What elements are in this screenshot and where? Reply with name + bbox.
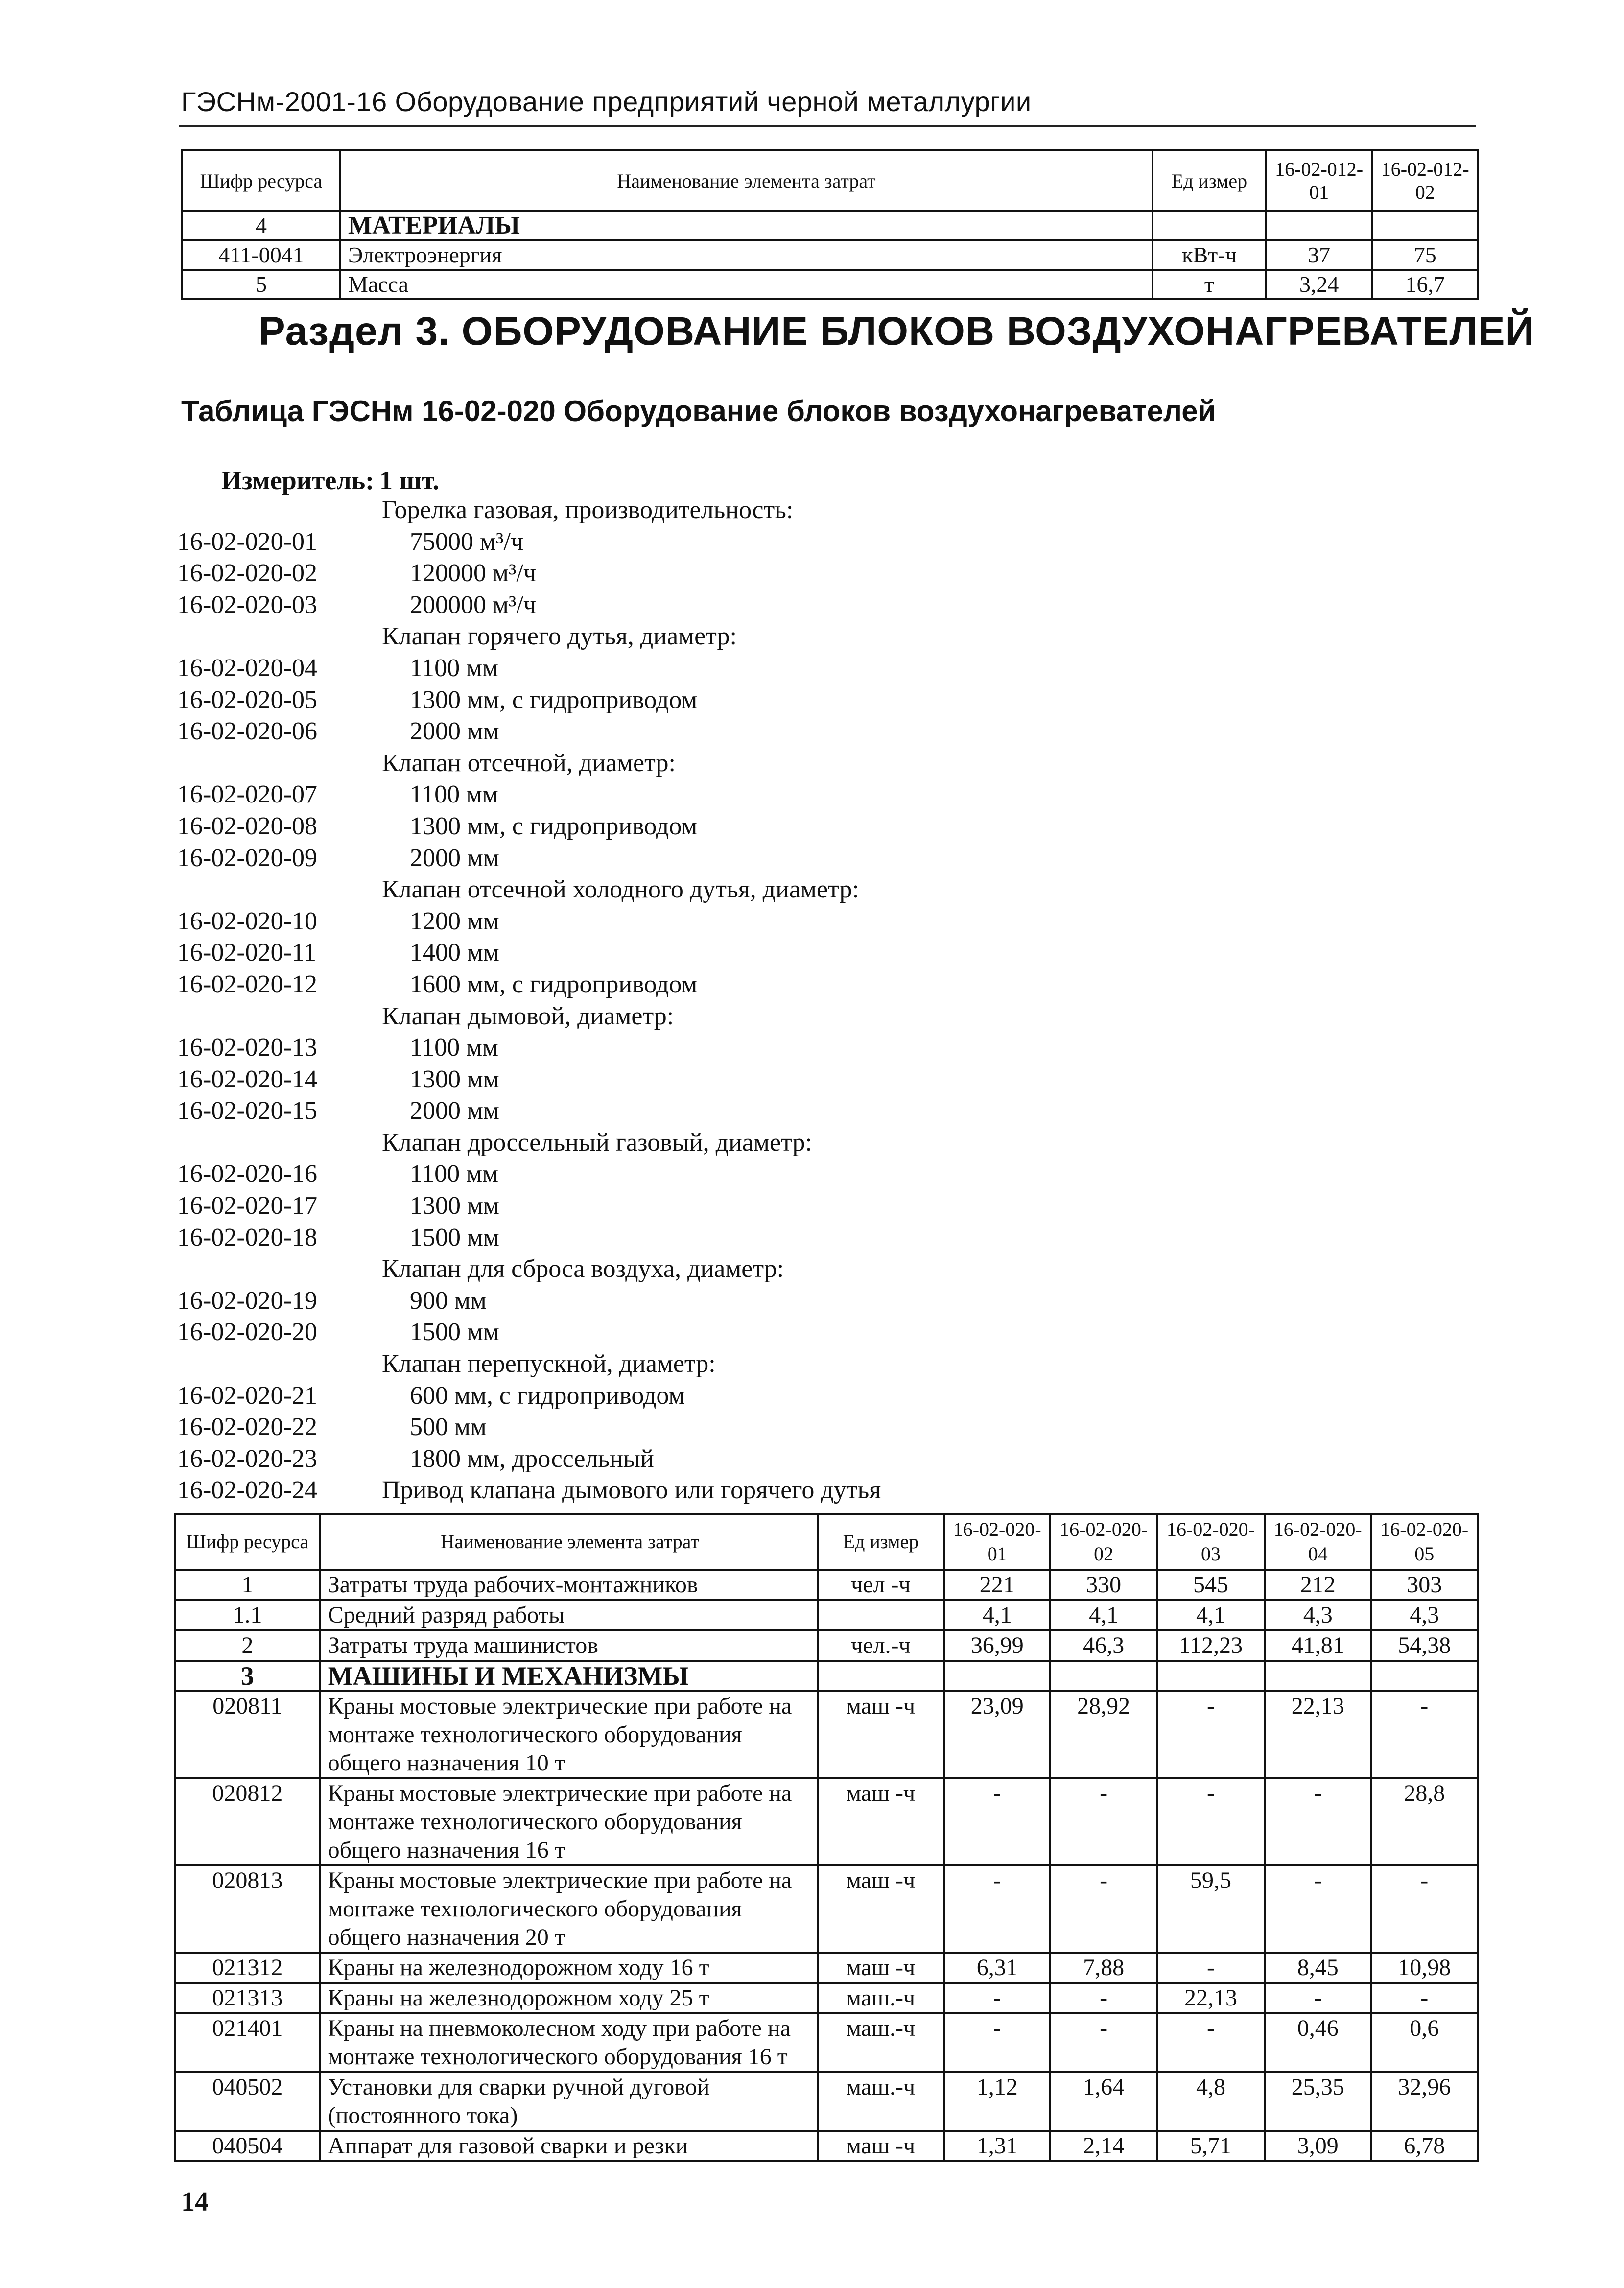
- table-row: [175, 1661, 1478, 1691]
- value-cell: -: [1050, 2013, 1156, 2072]
- value-cell: 37: [1266, 240, 1372, 270]
- resource-code: 2: [175, 1630, 320, 1661]
- value-cell: [1372, 211, 1478, 240]
- spec-code: 16-02-020-08: [177, 812, 317, 840]
- spec-description: 600 мм, с гидроприводом: [410, 1381, 685, 1410]
- value-cell: [944, 1661, 1050, 1691]
- spec-code: 16-02-020-21: [177, 1381, 317, 1410]
- spec-code: 16-02-020-05: [177, 685, 317, 714]
- table-row: [182, 240, 1478, 270]
- unit-cell: маш -ч: [818, 2131, 944, 2161]
- table-row: [175, 1691, 1478, 1778]
- spec-item-row: [177, 1412, 1352, 1443]
- spec-item-row: [177, 1158, 1352, 1190]
- column-header: 16-02-020-02: [1050, 1514, 1156, 1570]
- table-row: [175, 1630, 1478, 1661]
- spec-code: 16-02-020-23: [177, 1444, 317, 1473]
- value-cell: 36,99: [944, 1630, 1050, 1661]
- table-row: [175, 1778, 1478, 1865]
- spec-item-row: [177, 1317, 1352, 1348]
- value-cell: -: [944, 1778, 1050, 1865]
- spec-item-row: [177, 937, 1352, 969]
- value-cell: 25,35: [1265, 2072, 1371, 2131]
- spec-item-row: [177, 1443, 1352, 1475]
- spec-group-title: Клапан дроссельный газовый, диаметр:: [382, 1128, 812, 1156]
- spec-description: 1300 мм: [410, 1192, 499, 1220]
- spec-description: 75000 м³/ч: [410, 527, 524, 556]
- spec-description: 1300 мм: [410, 1065, 499, 1093]
- value-cell: 46,3: [1050, 1630, 1156, 1661]
- column-header: Наименование элемента затрат: [320, 1514, 818, 1570]
- header-divider: [179, 125, 1476, 127]
- spec-description: 1100 мм: [410, 780, 498, 809]
- spec-code: 16-02-020-07: [177, 780, 317, 809]
- value-cell: 4,3: [1371, 1600, 1478, 1630]
- value-cell: 16,7: [1372, 270, 1478, 299]
- value-cell: 23,09: [944, 1691, 1050, 1778]
- resource-code: 020812: [175, 1778, 320, 1865]
- value-cell: [1265, 1661, 1371, 1691]
- spec-description: 120000 м³/ч: [410, 559, 537, 588]
- value-cell: 3,24: [1266, 270, 1372, 299]
- value-cell: 4,3: [1265, 1600, 1371, 1630]
- column-header: 16-02-012-02: [1372, 150, 1478, 211]
- value-cell: 7,88: [1050, 1953, 1156, 1983]
- unit-cell: чел -ч: [818, 1570, 944, 1600]
- spec-description: 500 мм: [410, 1413, 487, 1441]
- value-cell: 41,81: [1265, 1630, 1371, 1661]
- spec-item-row: [177, 716, 1352, 748]
- value-cell: -: [1265, 1778, 1371, 1865]
- spec-code: 16-02-020-06: [177, 717, 317, 746]
- spec-item-row: [177, 811, 1352, 843]
- spec-description: 900 мм: [410, 1286, 487, 1315]
- spec-item-row: [177, 1222, 1352, 1254]
- value-cell: 6,78: [1371, 2131, 1478, 2161]
- value-cell: -: [1157, 2013, 1265, 2072]
- resource-code: 020813: [175, 1865, 320, 1953]
- unit-cell: кВт-ч: [1153, 240, 1266, 270]
- resource-code: 021401: [175, 2013, 320, 2072]
- spec-description: 2000 мм: [410, 1097, 499, 1125]
- spec-group-row: [177, 874, 1352, 906]
- value-cell: -: [1157, 1778, 1265, 1865]
- spec-description: 1500 мм: [410, 1318, 499, 1346]
- value-cell: 112,23: [1157, 1630, 1265, 1661]
- cost-item-name: Масса: [340, 270, 1153, 299]
- cost-item-name: Краны на железнодорожном ходу 16 т: [320, 1953, 818, 1983]
- spec-code: 16-02-020-13: [177, 1034, 317, 1062]
- cost-item-name: Аппарат для газовой сварки и резки: [320, 2131, 818, 2161]
- value-cell: 28,8: [1371, 1778, 1478, 1865]
- value-cell: 75: [1372, 240, 1478, 270]
- value-cell: 1,12: [944, 2072, 1050, 2131]
- spec-description: 1600 мм, с гидроприводом: [410, 970, 698, 998]
- value-cell: 22,13: [1157, 1983, 1265, 2013]
- value-cell: -: [1371, 1691, 1478, 1778]
- unit-cell: чел.-ч: [818, 1630, 944, 1661]
- spec-item-row: [177, 590, 1352, 621]
- cost-item-name: Краны мостовые электрические при работе на монтаже технологического оборудования общего назначения 10 т: [320, 1691, 818, 1778]
- spec-description: 1800 мм, дроссельный: [410, 1444, 654, 1473]
- spec-item-row: [177, 969, 1352, 1001]
- value-cell: 3,09: [1265, 2131, 1371, 2161]
- section-heading: Раздел 3. ОБОРУДОВАНИЕ БЛОКОВ ВОЗДУХОНАГРЕВАТЕЛЕЙ: [259, 309, 1535, 354]
- column-header: 16-02-020-03: [1157, 1514, 1265, 1570]
- unit-cell: [818, 1661, 944, 1691]
- resource-code: 1.1: [175, 1600, 320, 1630]
- spec-code: 16-02-020-12: [177, 970, 317, 998]
- spec-code: 16-02-020-10: [177, 907, 317, 935]
- column-header: Шифр ресурса: [182, 150, 340, 211]
- spec-group-row: [177, 621, 1352, 653]
- table-row: [175, 1983, 1478, 2013]
- value-cell: [1050, 1661, 1156, 1691]
- cost-item-name: Краны мостовые электрические при работе на монтаже технологического оборудования общего назначения 20 т: [320, 1865, 818, 1953]
- spec-description: 2000 мм: [410, 717, 499, 746]
- cost-item-name: МАШИНЫ И МЕХАНИЗМЫ: [320, 1661, 818, 1691]
- spec-description: 1100 мм: [410, 1160, 498, 1188]
- spec-description: 1500 мм: [410, 1223, 499, 1251]
- spec-code: 16-02-020-09: [177, 844, 317, 872]
- meter-label: Измеритель:: [221, 466, 375, 495]
- spec-group-title: Клапан горячего дутья, диаметр:: [382, 622, 737, 651]
- spec-item-row: [177, 1475, 1352, 1507]
- value-cell: 2,14: [1050, 2131, 1156, 2161]
- spec-description: 1400 мм: [410, 939, 499, 967]
- resource-code: 5: [182, 270, 340, 299]
- value-cell: 10,98: [1371, 1953, 1478, 1983]
- spec-code: 16-02-020-04: [177, 654, 317, 682]
- table-row: [175, 1865, 1478, 1953]
- value-cell: 212: [1265, 1570, 1371, 1600]
- value-cell: -: [1371, 1865, 1478, 1953]
- spec-code: 16-02-020-11: [177, 939, 317, 967]
- table-row: [175, 1600, 1478, 1630]
- value-cell: -: [944, 1865, 1050, 1953]
- spec-group-title: Привод клапана дымового или горячего дутья: [382, 1476, 881, 1505]
- value-cell: 32,96: [1371, 2072, 1478, 2131]
- spec-group-title: Клапан для сброса воздуха, диаметр:: [382, 1255, 784, 1283]
- resource-code: 020811: [175, 1691, 320, 1778]
- value-cell: 303: [1371, 1570, 1478, 1600]
- unit-cell: маш.-ч: [818, 1983, 944, 2013]
- unit-cell: маш.-ч: [818, 2013, 944, 2072]
- unit-cell: [818, 1600, 944, 1630]
- spec-item-row: [177, 558, 1352, 590]
- spec-item-row: [177, 1064, 1352, 1096]
- resource-code: 040504: [175, 2131, 320, 2161]
- value-cell: 0,6: [1371, 2013, 1478, 2072]
- value-cell: 221: [944, 1570, 1050, 1600]
- value-cell: 330: [1050, 1570, 1156, 1600]
- column-header: Ед измер: [1153, 150, 1266, 211]
- spec-item-row: [177, 906, 1352, 938]
- spec-group-row: [177, 1001, 1352, 1033]
- page-number: 14: [181, 2187, 209, 2217]
- value-cell: -: [1050, 1983, 1156, 2013]
- spec-code: 16-02-020-19: [177, 1286, 317, 1315]
- resource-code: 040502: [175, 2072, 320, 2131]
- table-row: [175, 2072, 1478, 2131]
- spec-group-title: Горелка газовая, производительность:: [382, 496, 794, 524]
- column-header: Наименование элемента затрат: [340, 150, 1153, 211]
- value-cell: 0,46: [1265, 2013, 1371, 2072]
- value-cell: 4,1: [1050, 1600, 1156, 1630]
- cost-item-name: Средний разряд работы: [320, 1600, 818, 1630]
- value-cell: -: [1265, 1983, 1371, 2013]
- spec-description: 1300 мм, с гидроприводом: [410, 685, 698, 714]
- value-cell: [1371, 1661, 1478, 1691]
- column-header: Шифр ресурса: [175, 1514, 320, 1570]
- spec-item-row: [177, 526, 1352, 558]
- spec-code: 16-02-020-03: [177, 590, 317, 619]
- column-header: Ед измер: [818, 1514, 944, 1570]
- resource-code: 021313: [175, 1983, 320, 2013]
- table-row: [175, 1953, 1478, 1983]
- value-cell: 54,38: [1371, 1630, 1478, 1661]
- cost-item-name: МАТЕРИАЛЫ: [340, 211, 1153, 240]
- spec-code: 16-02-020-22: [177, 1413, 317, 1441]
- spec-item-row: [177, 684, 1352, 716]
- column-header: 16-02-020-04: [1265, 1514, 1371, 1570]
- unit-cell: маш -ч: [818, 1953, 944, 1983]
- spec-item-row: [177, 1380, 1352, 1412]
- value-cell: -: [1157, 1691, 1265, 1778]
- spec-item-row: [177, 779, 1352, 811]
- spec-description: 1300 мм, с гидроприводом: [410, 812, 698, 840]
- cost-item-name: Краны на железнодорожном ходу 25 т: [320, 1983, 818, 2013]
- value-cell: 4,8: [1157, 2072, 1265, 2131]
- spec-item-row: [177, 1095, 1352, 1127]
- value-cell: 28,92: [1050, 1691, 1156, 1778]
- column-header: 16-02-020-01: [944, 1514, 1050, 1570]
- table-row: [182, 270, 1478, 299]
- value-cell: [1157, 1661, 1265, 1691]
- cost-item-name: Установки для сварки ручной дуговой (постоянного тока): [320, 2072, 818, 2131]
- spec-group-title: Клапан дымовой, диаметр:: [382, 1002, 674, 1030]
- value-cell: -: [1050, 1865, 1156, 1953]
- resources-table: [174, 1513, 1479, 2162]
- spec-item-row: [177, 1032, 1352, 1064]
- spec-description: 1100 мм: [410, 1034, 498, 1062]
- spec-code: 16-02-020-24: [177, 1476, 317, 1505]
- spec-group-title: Клапан отсечной холодного дутья, диаметр:: [382, 875, 859, 904]
- spec-list: [177, 495, 1352, 1507]
- value-cell: 22,13: [1265, 1691, 1371, 1778]
- spec-item-row: [177, 653, 1352, 684]
- value-cell: 5,71: [1157, 2131, 1265, 2161]
- value-cell: -: [944, 1983, 1050, 2013]
- table-row: [182, 211, 1478, 240]
- value-cell: 6,31: [944, 1953, 1050, 1983]
- cost-item-name: Краны мостовые электрические при работе на монтаже технологического оборудования общего назначения 16 т: [320, 1778, 818, 1865]
- spec-code: 16-02-020-20: [177, 1318, 317, 1346]
- unit-cell: маш -ч: [818, 1778, 944, 1865]
- value-cell: -: [1371, 1983, 1478, 2013]
- unit-cell: маш -ч: [818, 1691, 944, 1778]
- spec-description: 200000 м³/ч: [410, 590, 537, 619]
- spec-item-row: [177, 1190, 1352, 1222]
- spec-description: 2000 мм: [410, 844, 499, 872]
- spec-code: 16-02-020-16: [177, 1160, 317, 1188]
- spec-code: 16-02-020-14: [177, 1065, 317, 1093]
- spec-code: 16-02-020-02: [177, 559, 317, 588]
- spec-code: 16-02-020-18: [177, 1223, 317, 1251]
- value-cell: 8,45: [1265, 1953, 1371, 1983]
- value-cell: 4,1: [1157, 1600, 1265, 1630]
- spec-item-row: [177, 843, 1352, 874]
- spec-description: 1200 мм: [410, 907, 499, 935]
- resource-code: 411-0041: [182, 240, 340, 270]
- value-cell: -: [1050, 1778, 1156, 1865]
- cost-item-name: Электроэнергия: [340, 240, 1153, 270]
- table-heading: Таблица ГЭСНм 16-02-020 Оборудование блоков воздухонагревателей: [181, 395, 1216, 427]
- materials-table: [181, 149, 1479, 300]
- spec-group-row: [177, 495, 1352, 526]
- value-cell: 59,5: [1157, 1865, 1265, 1953]
- value-cell: 545: [1157, 1570, 1265, 1600]
- value-cell: 4,1: [944, 1600, 1050, 1630]
- cost-item-name: Затраты труда рабочих-монтажников: [320, 1570, 818, 1600]
- column-header: 16-02-012-01: [1266, 150, 1372, 211]
- spec-code: 16-02-020-15: [177, 1097, 317, 1125]
- value-cell: -: [944, 2013, 1050, 2072]
- spec-group-title: Клапан перепускной, диаметр:: [382, 1350, 716, 1378]
- spec-group-row: [177, 748, 1352, 779]
- unit-cell: маш -ч: [818, 1865, 944, 1953]
- spec-group-row: [177, 1127, 1352, 1159]
- table-row: [175, 2013, 1478, 2072]
- cost-item-name: Краны на пневмоколесном ходу при работе на монтаже технологического оборудования 16 т: [320, 2013, 818, 2072]
- table-header-row: [175, 1514, 1478, 1570]
- unit-cell: [1153, 211, 1266, 240]
- resource-code: 021312: [175, 1953, 320, 1983]
- table-row: [175, 1570, 1478, 1600]
- cost-item-name: Затраты труда машинистов: [320, 1630, 818, 1661]
- spec-code: 16-02-020-17: [177, 1192, 317, 1220]
- table-header-row: [182, 150, 1478, 211]
- unit-cell: маш.-ч: [818, 2072, 944, 2131]
- table-row: [175, 2131, 1478, 2161]
- spec-group-row: [177, 1348, 1352, 1380]
- value-cell: [1266, 211, 1372, 240]
- meter-value: 1 шт.: [379, 466, 440, 495]
- spec-code: 16-02-020-01: [177, 527, 317, 556]
- value-cell: 1,64: [1050, 2072, 1156, 2131]
- column-header: 16-02-020-05: [1371, 1514, 1478, 1570]
- spec-group-title: Клапан отсечной, диаметр:: [382, 749, 676, 777]
- unit-cell: т: [1153, 270, 1266, 299]
- running-header: ГЭСНм-2001-16 Оборудование предприятий черной металлургии: [181, 86, 1032, 117]
- resource-code: 1: [175, 1570, 320, 1600]
- spec-description: 1100 мм: [410, 654, 498, 682]
- spec-group-row: [177, 1253, 1352, 1285]
- value-cell: -: [1157, 1953, 1265, 1983]
- value-cell: -: [1265, 1865, 1371, 1953]
- spec-item-row: [177, 1285, 1352, 1317]
- value-cell: 1,31: [944, 2131, 1050, 2161]
- resource-code: 3: [175, 1661, 320, 1691]
- resource-code: 4: [182, 211, 340, 240]
